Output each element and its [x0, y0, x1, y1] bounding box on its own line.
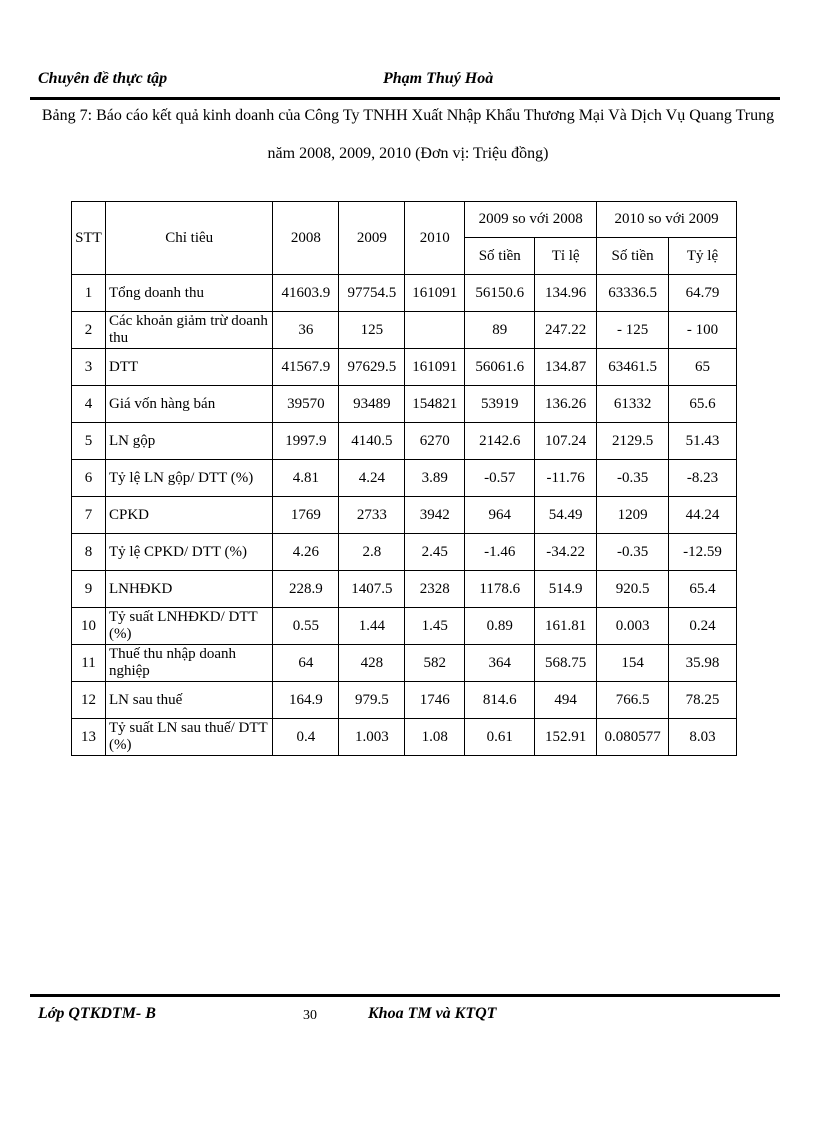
- cell-2009: 97754.5: [339, 275, 405, 312]
- cell-2009: 979.5: [339, 682, 405, 719]
- page-number: 30: [303, 1008, 317, 1023]
- cell-ty-le-2: 35.98: [669, 645, 737, 682]
- header-rule: [30, 97, 780, 100]
- cell-so-tien-2: -0.35: [597, 460, 669, 497]
- table-row: [72, 719, 737, 756]
- table-row: [72, 386, 737, 423]
- cell-chi-tieu: CPKD: [105, 497, 272, 534]
- col-header-ty-le-2: Tỷ lệ: [669, 238, 737, 275]
- cell-ty-le-2: 78.25: [669, 682, 737, 719]
- cell-so-tien-2: 154: [597, 645, 669, 682]
- cell-ti-le-1: 247.22: [535, 312, 597, 349]
- cell-ti-le-1: 107.24: [535, 423, 597, 460]
- cell-ti-le-1: 161.81: [535, 608, 597, 645]
- cell-chi-tieu: LN sau thuế: [105, 682, 272, 719]
- cell-2009: 93489: [339, 386, 405, 423]
- col-header-2008: 2008: [273, 202, 339, 275]
- cell-chi-tieu: LN gộp: [105, 423, 272, 460]
- cell-ty-le-2: 8.03: [669, 719, 737, 756]
- cell-2010: 3.89: [405, 460, 465, 497]
- cell-2010: 1.45: [405, 608, 465, 645]
- cell-so-tien-1: 89: [465, 312, 535, 349]
- cell-2009: 125: [339, 312, 405, 349]
- cell-so-tien-2: -0.35: [597, 534, 669, 571]
- footer-rule: [30, 994, 780, 997]
- cell-so-tien-1: -1.46: [465, 534, 535, 571]
- cell-ty-le-2: 0.24: [669, 608, 737, 645]
- cell-so-tien-1: 364: [465, 645, 535, 682]
- footer-class: Lớp QTKDTM- B: [38, 1005, 156, 1022]
- table-title: Bảng 7: Báo cáo kết quả kinh doanh của Công Ty TNHH Xuất Nhập Khẩu Thương Mại Và Dịch Vụ Quang Trung: [41, 107, 775, 124]
- cell-2009: 1407.5: [339, 571, 405, 608]
- cell-stt: 6: [72, 460, 106, 497]
- cell-so-tien-2: 920.5: [597, 571, 669, 608]
- col-header-ti-le-1: Tỉ lệ: [535, 238, 597, 275]
- cell-stt: 13: [72, 719, 106, 756]
- cell-2008: 64: [273, 645, 339, 682]
- cell-2010: 161091: [405, 275, 465, 312]
- cell-ti-le-1: 134.96: [535, 275, 597, 312]
- table-row: [72, 645, 737, 682]
- cell-2010: 2328: [405, 571, 465, 608]
- cell-chi-tieu: Tỷ lệ CPKD/ DTT (%): [105, 534, 272, 571]
- cell-ti-le-1: 514.9: [535, 571, 597, 608]
- cell-chi-tieu: Tổng doanh thu: [105, 275, 272, 312]
- table-row: [72, 349, 737, 386]
- cell-stt: 10: [72, 608, 106, 645]
- cell-2010: 3942: [405, 497, 465, 534]
- cell-2009: 428: [339, 645, 405, 682]
- cell-stt: 2: [72, 312, 106, 349]
- header-left: Chuyên đề thực tập: [38, 70, 168, 87]
- cell-stt: 3: [72, 349, 106, 386]
- cell-ti-le-1: 136.26: [535, 386, 597, 423]
- cell-ty-le-2: 64.79: [669, 275, 737, 312]
- cell-2008: 39570: [273, 386, 339, 423]
- footer-faculty: Khoa TM và KTQT: [368, 1005, 497, 1022]
- cell-so-tien-1: 53919: [465, 386, 535, 423]
- cell-so-tien-1: 0.89: [465, 608, 535, 645]
- cell-ty-le-2: 44.24: [669, 497, 737, 534]
- cell-stt: 11: [72, 645, 106, 682]
- cell-2010: [405, 312, 465, 349]
- cell-so-tien-2: 0.003: [597, 608, 669, 645]
- cell-so-tien-1: 2142.6: [465, 423, 535, 460]
- cell-stt: 8: [72, 534, 106, 571]
- cell-ti-le-1: 494: [535, 682, 597, 719]
- cell-ti-le-1: 568.75: [535, 645, 597, 682]
- table-row: [72, 497, 737, 534]
- cell-2008: 4.81: [273, 460, 339, 497]
- cell-so-tien-1: 814.6: [465, 682, 535, 719]
- cell-chi-tieu: Giá vốn hàng bán: [105, 386, 272, 423]
- table-row: [72, 423, 737, 460]
- cell-ty-le-2: 51.43: [669, 423, 737, 460]
- table-row: [72, 312, 737, 349]
- cell-so-tien-2: 63461.5: [597, 349, 669, 386]
- table-row: [72, 275, 737, 312]
- cell-chi-tieu: DTT: [105, 349, 272, 386]
- table-row: [72, 460, 737, 497]
- col-header-so-tien-1: Số tiền: [465, 238, 535, 275]
- cell-stt: 12: [72, 682, 106, 719]
- cell-ty-le-2: -12.59: [669, 534, 737, 571]
- cell-ti-le-1: 134.87: [535, 349, 597, 386]
- cell-chi-tieu: Tỷ suất LN sau thuế/ DTT (%): [105, 719, 272, 756]
- cell-2010: 1.08: [405, 719, 465, 756]
- cell-ty-le-2: 65.6: [669, 386, 737, 423]
- cell-2008: 41567.9: [273, 349, 339, 386]
- cell-2008: 1997.9: [273, 423, 339, 460]
- cell-stt: 7: [72, 497, 106, 534]
- cell-so-tien-1: -0.57: [465, 460, 535, 497]
- cell-2010: 2.45: [405, 534, 465, 571]
- cell-ty-le-2: 65.4: [669, 571, 737, 608]
- table-body: [72, 275, 737, 756]
- cell-so-tien-1: 56150.6: [465, 275, 535, 312]
- cell-2008: 36: [273, 312, 339, 349]
- cell-so-tien-2: 2129.5: [597, 423, 669, 460]
- col-header-so-tien-2: Số tiền: [597, 238, 669, 275]
- cell-2009: 2.8: [339, 534, 405, 571]
- cell-2008: 4.26: [273, 534, 339, 571]
- cell-so-tien-2: 61332: [597, 386, 669, 423]
- cell-chi-tieu: Tỷ lệ LN gộp/ DTT (%): [105, 460, 272, 497]
- cell-2010: 582: [405, 645, 465, 682]
- col-header-2010: 2010: [405, 202, 465, 275]
- cell-2009: 4140.5: [339, 423, 405, 460]
- cell-chi-tieu: Thuế thu nhập doanh nghiệp: [105, 645, 272, 682]
- cell-2008: 0.55: [273, 608, 339, 645]
- col-header-chi-tieu: Chỉ tiêu: [105, 202, 272, 275]
- cell-so-tien-1: 964: [465, 497, 535, 534]
- cell-2010: 6270: [405, 423, 465, 460]
- table-row: [72, 682, 737, 719]
- cell-so-tien-2: 1209: [597, 497, 669, 534]
- cell-so-tien-2: 766.5: [597, 682, 669, 719]
- cell-2009: 1.003: [339, 719, 405, 756]
- cell-2010: 154821: [405, 386, 465, 423]
- business-report-table: [71, 201, 737, 756]
- col-group-2010-vs-2009: 2010 so với 2009: [597, 202, 737, 238]
- col-group-2009-vs-2008: 2009 so với 2008: [465, 202, 597, 238]
- cell-so-tien-2: 63336.5: [597, 275, 669, 312]
- cell-2008: 164.9: [273, 682, 339, 719]
- cell-2008: 0.4: [273, 719, 339, 756]
- table-row: [72, 608, 737, 645]
- table-row: [72, 571, 737, 608]
- cell-stt: 4: [72, 386, 106, 423]
- header-author: Phạm Thuý Hoà: [383, 70, 494, 87]
- cell-ti-le-1: -34.22: [535, 534, 597, 571]
- cell-2010: 1746: [405, 682, 465, 719]
- cell-ty-le-2: - 100: [669, 312, 737, 349]
- cell-ty-le-2: 65: [669, 349, 737, 386]
- cell-so-tien-2: 0.080577: [597, 719, 669, 756]
- cell-stt: 5: [72, 423, 106, 460]
- col-header-2009: 2009: [339, 202, 405, 275]
- cell-2008: 228.9: [273, 571, 339, 608]
- cell-chi-tieu: LNHĐKD: [105, 571, 272, 608]
- cell-ti-le-1: -11.76: [535, 460, 597, 497]
- cell-ti-le-1: 54.49: [535, 497, 597, 534]
- cell-so-tien-1: 0.61: [465, 719, 535, 756]
- cell-2010: 161091: [405, 349, 465, 386]
- cell-chi-tieu: Các khoản giảm trừ doanh thu: [105, 312, 272, 349]
- cell-2009: 1.44: [339, 608, 405, 645]
- cell-chi-tieu: Tỷ suất LNHĐKD/ DTT (%): [105, 608, 272, 645]
- col-header-stt: STT: [72, 202, 106, 275]
- cell-stt: 1: [72, 275, 106, 312]
- cell-so-tien-1: 1178.6: [465, 571, 535, 608]
- table-subtitle: năm 2008, 2009, 2010 (Đơn vị: Triệu đồng): [267, 145, 549, 162]
- cell-stt: 9: [72, 571, 106, 608]
- table-row: [72, 534, 737, 571]
- cell-ty-le-2: -8.23: [669, 460, 737, 497]
- cell-2009: 4.24: [339, 460, 405, 497]
- cell-so-tien-1: 56061.6: [465, 349, 535, 386]
- cell-2009: 97629.5: [339, 349, 405, 386]
- cell-so-tien-2: - 125: [597, 312, 669, 349]
- cell-ti-le-1: 152.91: [535, 719, 597, 756]
- cell-2008: 1769: [273, 497, 339, 534]
- cell-2009: 2733: [339, 497, 405, 534]
- cell-2008: 41603.9: [273, 275, 339, 312]
